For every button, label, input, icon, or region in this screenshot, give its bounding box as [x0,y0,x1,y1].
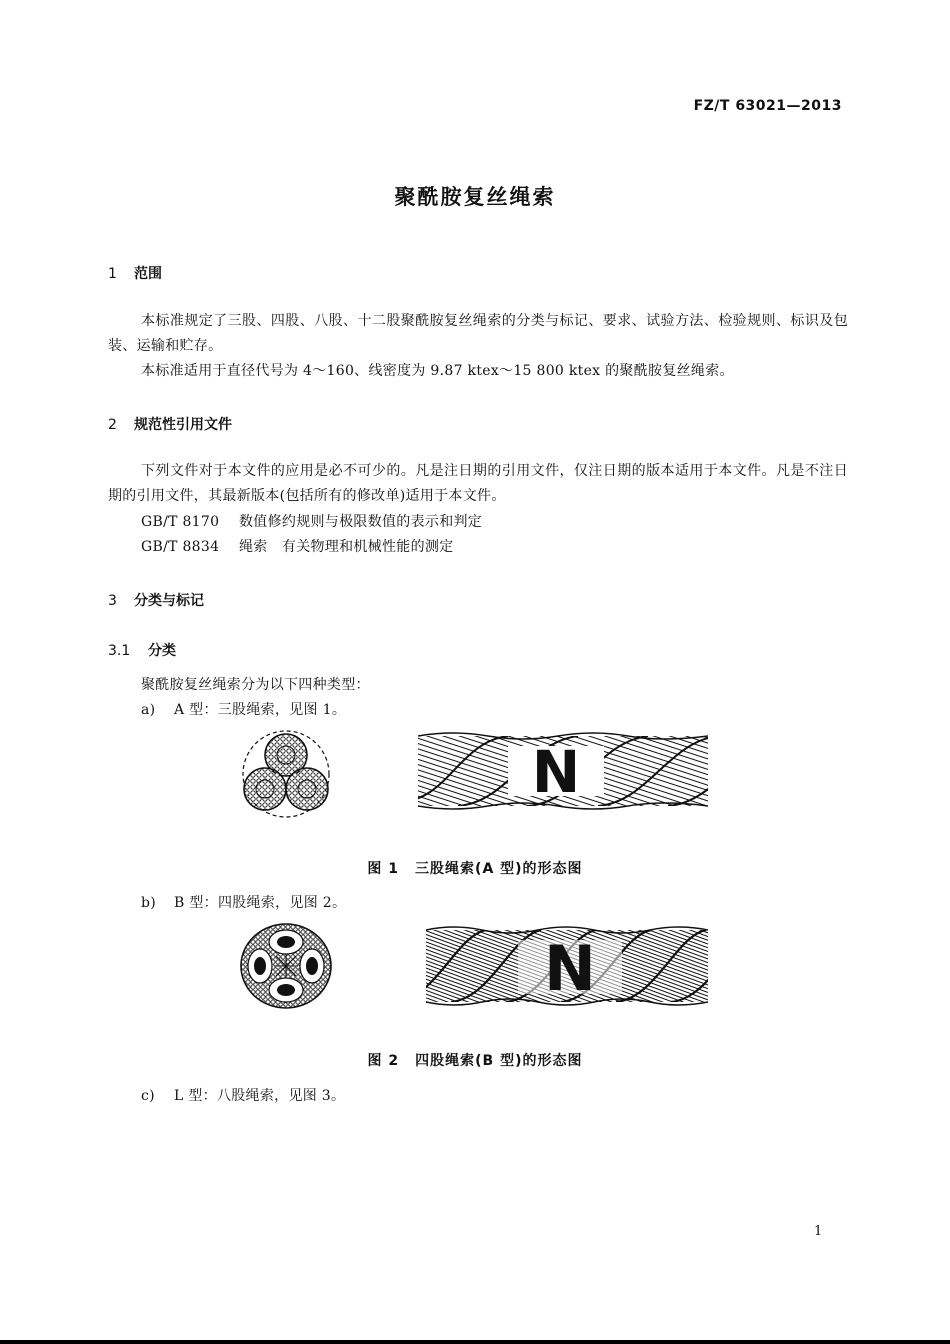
section-number: 2 [108,417,117,433]
three-strand-rope-side-view-image [418,732,708,810]
classification-intro: 聚酰胺复丝绳索分为以下四种类型： [141,677,370,693]
section-title: 分类 [148,643,176,659]
scope-paragraph-2: 本标准适用于直径代号为 4～160、线密度为 9.87 ktex～15 800 ktex 的聚酰胺复丝绳索。 [141,363,734,379]
list-item-text: B 型：四股绳索，见图 2。 [174,895,347,911]
list-item-label: a) [141,702,156,718]
section-title: 分类与标记 [134,593,204,609]
section-title: 规范性引用文件 [134,417,232,433]
figure-caption-text: 三股绳索(A 型)的形态图 [415,861,583,877]
standard-code: FZ/T 63021—2013 [693,98,842,114]
lay-direction-letter: N [544,932,596,1005]
list-item-text: A 型：三股绳索，见图 1。 [174,702,347,718]
section-2-heading [108,414,232,434]
figure-number: 图 1 [367,861,400,877]
four-strand-rope-side-view-image [426,926,708,1006]
reference-title: 绳索 有关物理和机械性能的测定 [239,539,454,555]
section-3-heading [108,590,204,610]
three-strand-cross-section-image [238,730,334,818]
figure-number: 图 2 [367,1053,400,1069]
reference-entry [141,535,454,560]
refs-intro-paragraph: 下列文件对于本文件的应用是必不可少的。凡是注日期的引用文件，仅注日期的版本适用于本文件。凡是不注日期的引用文件，其最新版本(包括所有的修改单)适用于本文件。 [108,463,848,504]
list-item [141,891,346,916]
section-3-1-heading [108,640,176,660]
section-number: 3.1 [108,643,131,659]
list-item-label: b) [141,895,157,911]
section-title: 范围 [134,266,162,282]
four-strand-cross-section-image [238,922,334,1010]
figure-caption-text: 四股绳索(B 型)的形态图 [415,1053,583,1069]
section-1-heading [108,263,162,283]
figure-2-caption [0,1050,950,1070]
page-bottom-edge [0,1340,950,1344]
reference-entry [141,510,482,535]
section-number: 1 [108,266,117,282]
list-item-label: c) [141,1088,155,1104]
reference-code: GB/T 8834 [141,539,220,555]
list-item-text: L 型：八股绳索，见图 3。 [174,1088,346,1104]
scope-paragraph-1: 本标准规定了三股、四股、八股、十二股聚酰胺复丝绳索的分类与标记、要求、试验方法、检验规则、标识及包装、运输和贮存。 [108,313,848,354]
list-item [141,1084,345,1109]
lay-direction-letter: N [531,738,581,806]
figure-1-caption [0,858,950,878]
section-number: 3 [108,593,117,609]
reference-title: 数值修约规则与极限数值的表示和判定 [239,514,483,530]
page-number: 1 [814,1224,823,1239]
list-item [141,698,346,723]
document-title: 聚酰胺复丝绳索 [394,185,556,209]
reference-code: GB/T 8170 [141,514,220,530]
